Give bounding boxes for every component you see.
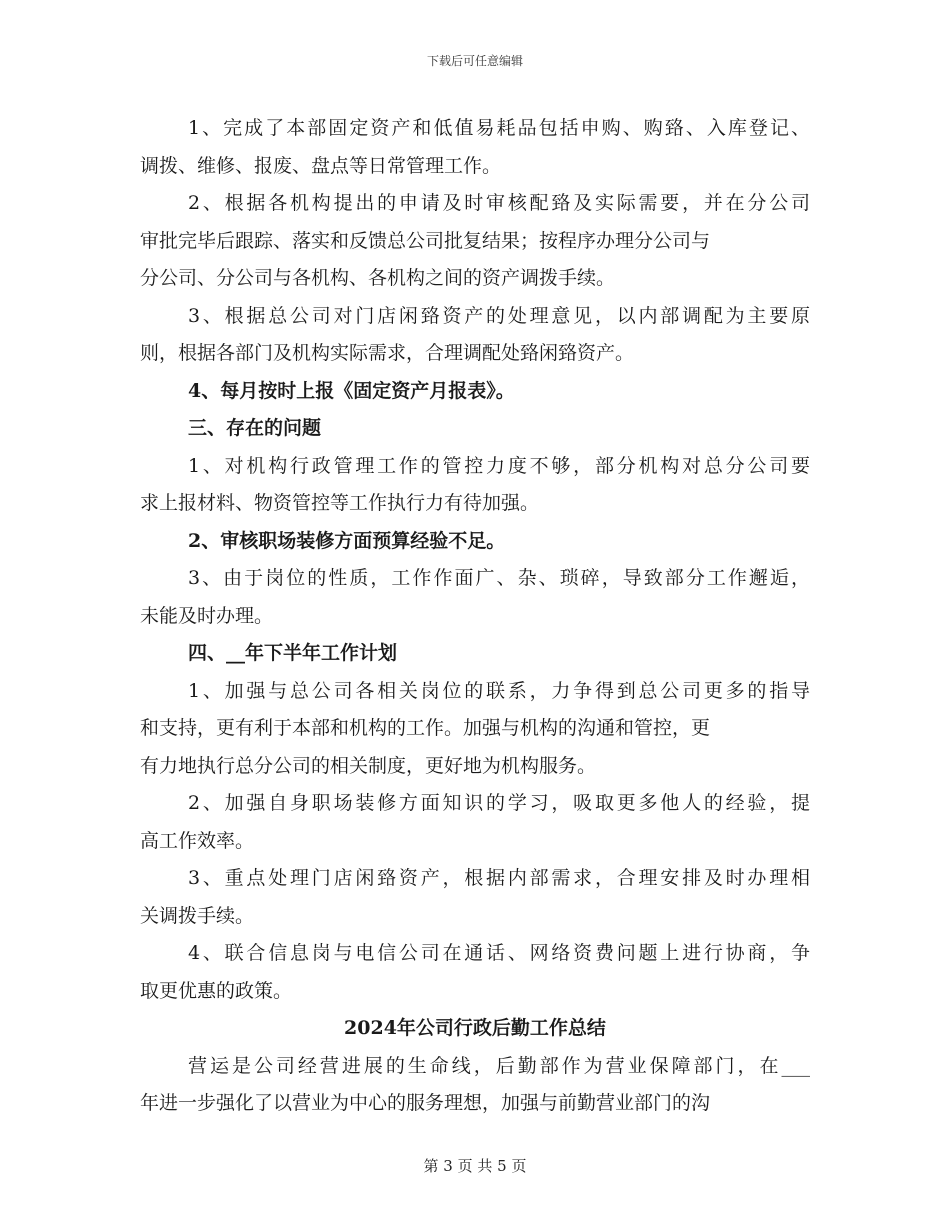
paragraph-line: 和支持，更有利于本部和机构的工作。加强与机构的沟通和管控，更	[140, 717, 711, 739]
paragraph-line: 1、加强与总公司各相关岗位的联系，力争得到总公司更多的指导	[188, 679, 810, 702]
paragraph-line: 取更优惠的政策。	[140, 979, 293, 1002]
paragraph-line: 4、联合信息岗与电信公司在通话、网络资费问题上进行协商，争	[188, 942, 810, 964]
section-heading: 三、存在的问题	[188, 417, 322, 439]
paragraph-line: 3、重点处理门店闲臵资产，根据内部需求，合理安排及时办理相	[188, 867, 810, 889]
paragraph-line: 有力地执行总分公司的相关制度，更好地为机构服务。	[140, 754, 597, 777]
bold-paragraph-line: 4、每月按时上报《固定资产月报表》。	[188, 379, 515, 402]
paragraph-line: 2、根据各机构提出的申请及时审核配臵及实际需要，并在分公司	[188, 192, 810, 214]
paragraph-line: 营运是公司经营进展的生命线，后勤部作为营业保障部门，在___	[188, 1054, 810, 1077]
paragraph-line: 关调拨手续。	[140, 904, 255, 927]
paragraph-line: 调拨、维修、报废、盘点等日常管理工作。	[140, 154, 502, 177]
document-title: 2024年公司行政后勤工作总结	[344, 1017, 606, 1039]
paragraph-line: 求上报材料、物资管控等工作执行力有待加强。	[140, 492, 540, 514]
paragraph-line: 1、对机构行政管理工作的管控力度不够，部分机构对总分公司要	[188, 454, 810, 477]
paragraph-line: 审批完毕后跟踪、落实和反馈总公司批复结果；按程序办理分公司与	[140, 229, 711, 252]
paragraph-line: 2、加强自身职场装修方面知识的学习，吸取更多他人的经验，提	[188, 792, 810, 814]
paragraph-line: 分公司、分公司与各机构、各机构之间的资产调拨手续。	[140, 267, 616, 289]
paragraph-line: 未能及时办理。	[140, 604, 274, 627]
paragraph-line: 3、由于岗位的性质，工作作面广、杂、琐碎，导致部分工作邂逅，	[188, 567, 810, 589]
paragraph-line: 年进一步强化了以营业为中心的服务理想，加强与前勤营业部门的沟	[140, 1092, 711, 1114]
bold-paragraph-line: 2、审核职场装修方面预算经验不足。	[188, 529, 506, 552]
paragraph-line: 1、完成了本部固定资产和低值易耗品包括申购、购臵、入库登记、	[188, 117, 810, 139]
section-heading: 四、__年下半年工作计划	[188, 642, 398, 664]
page-footer: 第 3 页 共 5 页	[423, 1157, 527, 1175]
paragraph-line: 3、根据总公司对门店闲臵资产的处理意见，以内部调配为主要原	[188, 304, 810, 327]
document-body	[140, 110, 810, 1123]
page-header: 下载后可任意编辑	[426, 54, 523, 68]
paragraph-line: 则，根据各部门及机构实际需求，合理调配处臵闲臵资产。	[140, 342, 635, 364]
paragraph-line: 高工作效率。	[140, 829, 255, 852]
